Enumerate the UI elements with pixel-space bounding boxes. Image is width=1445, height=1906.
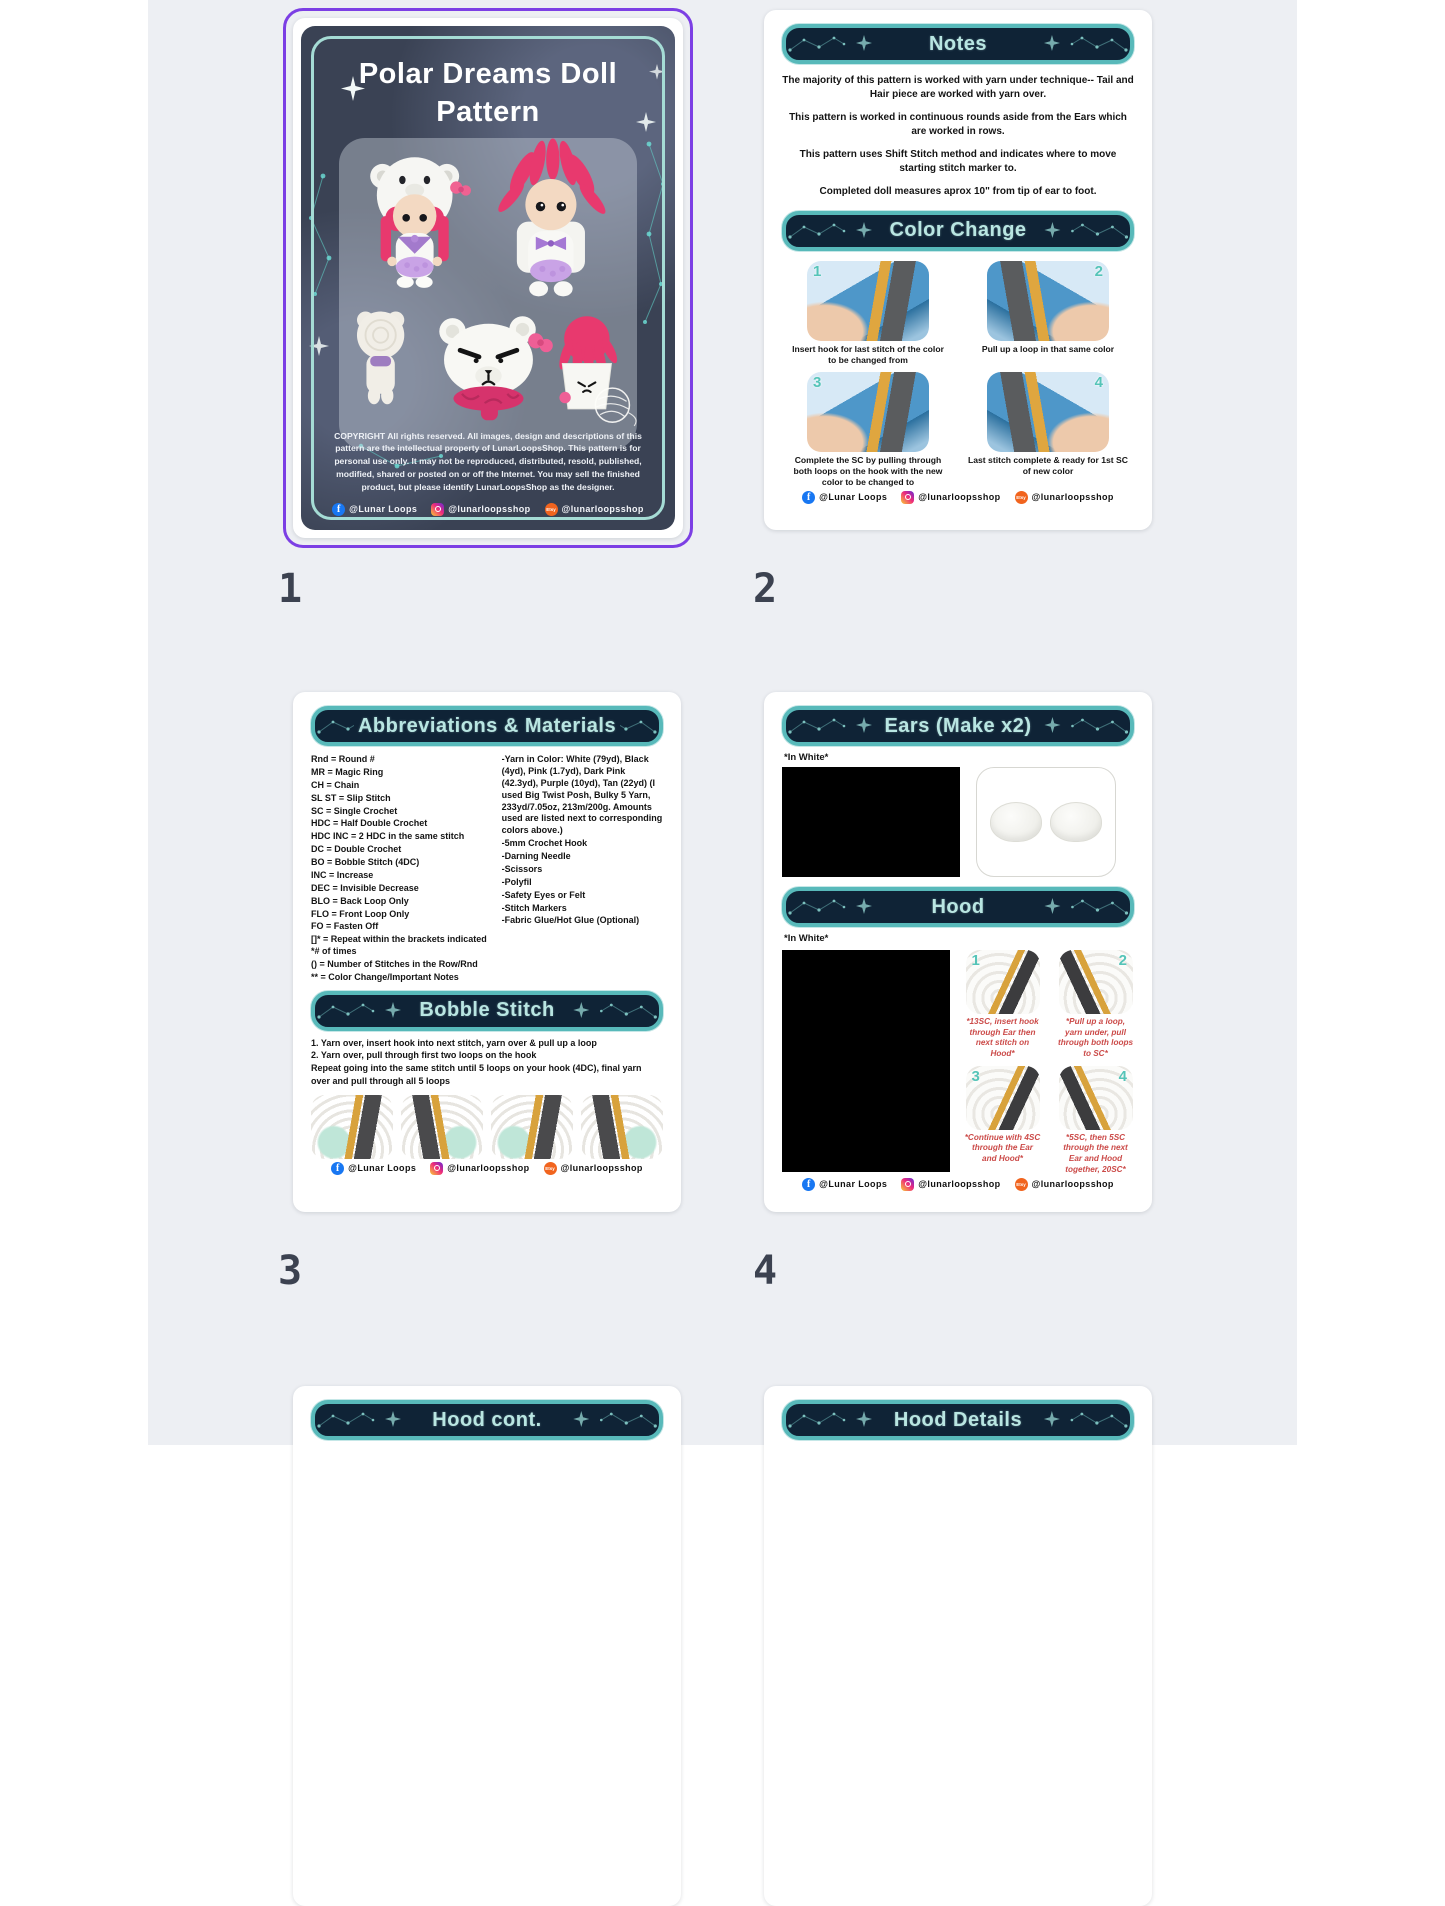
page-3-thumbnail[interactable]: [293, 692, 681, 1212]
ears-section-header: [782, 706, 1134, 746]
step-photo: [987, 261, 1109, 341]
social-footer: [311, 1159, 663, 1177]
constellation-decor: [786, 895, 927, 919]
hood-step: [1057, 950, 1134, 1060]
color-change-step: [968, 261, 1128, 366]
constellation-decor: [1036, 714, 1130, 738]
page-6-thumbnail[interactable]: [764, 1386, 1152, 1906]
social-footer: [782, 488, 1134, 506]
hood-cont-section-header: [311, 1400, 663, 1440]
step-number: 3: [813, 373, 822, 391]
cover-social-slot: [301, 500, 675, 518]
etsy-icon: Etsy: [545, 503, 558, 516]
constellation-decor: [786, 714, 880, 738]
bobble-photo: [311, 1095, 393, 1159]
facebook-handle-text: @Lunar Loops: [348, 1163, 417, 1174]
page-number-4: 4: [753, 1248, 778, 1294]
in-white-label: *In White*: [784, 752, 829, 763]
step-photo: [807, 372, 929, 452]
note-paragraph: Completed doll measures aprox 10" from tip of ear to foot.: [819, 186, 1097, 197]
step-number: 3: [971, 1067, 980, 1085]
hood-section-header: [782, 887, 1134, 927]
bobble-photo: [581, 1095, 663, 1159]
doll-photo-illustration: [339, 138, 637, 450]
page-4-social-slot: [782, 1175, 1134, 1193]
note-paragraph: This pattern uses Shift Stitch method and indicates where to move starting stitch marker to.: [799, 149, 1117, 174]
abbreviations-section-header: [311, 706, 663, 746]
color-change-step: [788, 261, 948, 366]
bobble-stitch-photos: [311, 1095, 663, 1159]
color-change-step: [788, 372, 948, 489]
page-number-1: 1: [278, 566, 303, 612]
ears-header-text: Ears (Make x2): [884, 714, 1032, 737]
instagram-handle: [901, 1178, 1000, 1191]
etsy-handle-text: @lunarloopsshop: [561, 504, 644, 514]
color-change-step: [968, 372, 1128, 489]
step-caption: *Continue with 4SC through the Ear and Hood*: [964, 1132, 1041, 1163]
step-photo: [807, 261, 929, 341]
hood-step: [1057, 1066, 1134, 1176]
instagram-handle-text: @lunarloopsshop: [448, 504, 531, 514]
step-photo: [966, 950, 1040, 1014]
constellation-decor: [315, 1408, 428, 1432]
step-photo: [1059, 950, 1133, 1014]
step-caption: *5SC, then 5SC through the next Ear and Hood together, 20SC*: [1063, 1132, 1128, 1174]
instagram-handle-text: @lunarloopsshop: [447, 1163, 530, 1174]
step-number: 1: [813, 262, 822, 280]
ears-photo: [976, 767, 1116, 877]
constellation-decor: [786, 219, 885, 243]
constellation-decor: [989, 895, 1130, 919]
facebook-handle: [332, 503, 417, 516]
page-5-thumbnail[interactable]: [293, 1386, 681, 1906]
instagram-icon: [901, 491, 914, 504]
step-caption: *13SC, insert hook through Ear then next stitch on Hood*: [966, 1017, 1039, 1058]
social-footer: [782, 1175, 1134, 1193]
step-number: 1: [971, 952, 980, 969]
step-number: 4: [1094, 373, 1103, 391]
facebook-handle-text: @Lunar Loops: [819, 1179, 888, 1190]
facebook-icon: f: [802, 1178, 815, 1191]
step-caption: Pull up a loop in that same color: [981, 343, 1115, 354]
constellation-decor: [559, 999, 659, 1023]
facebook-handle-text: @Lunar Loops: [819, 492, 888, 503]
instagram-handle: [901, 491, 1000, 504]
constellation-decor: [315, 999, 415, 1023]
etsy-handle: [545, 503, 644, 516]
hood-details-section-header: [782, 1400, 1134, 1440]
etsy-handle-text: @lunarloopsshop: [1031, 1179, 1114, 1190]
instagram-icon: [901, 1178, 914, 1191]
abbreviations-header-text: Abbreviations & Materials: [357, 714, 617, 737]
redacted-pattern-text: [782, 767, 960, 877]
color-change-header-text: Color Change: [889, 219, 1027, 241]
page-number-3: 3: [278, 1248, 303, 1294]
redacted-pattern-text: [782, 950, 950, 1172]
etsy-handle-text: @lunarloopsshop: [560, 1163, 643, 1174]
step-caption: Last stitch complete & ready for 1st SC of new color: [968, 454, 1128, 477]
etsy-handle: [1015, 1178, 1114, 1191]
social-footer: [332, 500, 644, 518]
materials-list: -Yarn in Color: White (79yd), Black (4yd), Pink (1.7yd), Dark Pink (42.3yd), Purple (10yd), Tan (22yd) (I used Big Twist Posh, Bulky 5 Yarn, 233yd/7.05oz, 213m/200g. Amounts used are listed next to corresponding colors above.) -5mm Crochet Hook -Darning Needle -Scissors -Polyfil -Safety Eyes or Felt -Stitch Markers -Fabric Glue/Hot Glue (Optional): [501, 754, 663, 926]
hood-details-header-text: Hood Details: [893, 1408, 1023, 1431]
instagram-icon: [430, 1162, 443, 1175]
constellation-decor: [991, 32, 1130, 56]
cover-title: [301, 56, 675, 131]
step-number: 2: [1094, 262, 1103, 280]
etsy-icon: Etsy: [544, 1162, 557, 1175]
facebook-handle: [331, 1162, 416, 1175]
copyright-text: COPYRIGHT All rights reserved. All images, design and descriptions of this pattern are the intellectual property of LunarLoopsShop. This pattern is for personal use only. It may not be reproduced, distributed, resold, published, modified, shared or posted on or off the Internet. You may sell the finished product, but please identify LunarLoopsShop as the designer.: [334, 430, 642, 493]
step-photo: [966, 1066, 1040, 1130]
note-paragraph: The majority of this pattern is worked with yarn under technique-- Tail and Hair piece are worked with yarn over.: [782, 75, 1134, 100]
etsy-icon: Etsy: [1015, 491, 1028, 504]
etsy-icon: Etsy: [1015, 1178, 1028, 1191]
abbreviations-list: Rnd = Round # MR = Magic Ring CH = Chain SL ST = Slip Stitch SC = Single Crochet HDC = Half Double Crochet HDC INC = 2 HDC in the same stitch DC = Double Crochet BO = Bobble Stitch (4DC) INC = Increase DEC = Invisible Decrease BLO = Back Loop Only FLO = Front Loop Only FO = Fasten Off []* = Repeat within the brackets indicated *# of times () = Number of Stitches in the Row/Rnd ** = Color Change/Important Notes: [311, 754, 487, 982]
constellation-decor: [315, 714, 354, 738]
page-1-thumbnail[interactable]: [293, 18, 683, 538]
step-photo: [987, 372, 1109, 452]
step-caption: Insert hook for last stitch of the color to be changed from: [792, 343, 944, 365]
instagram-handle: [430, 1162, 529, 1175]
hood-header-text: Hood: [931, 895, 985, 918]
instagram-icon: [431, 503, 444, 516]
in-white-label: *In White*: [784, 933, 829, 944]
page-number-2: 2: [753, 566, 778, 612]
etsy-handle-text: @lunarloopsshop: [1031, 492, 1114, 503]
crochet-ear: [1050, 802, 1102, 842]
cover-art: [301, 26, 675, 530]
instagram-handle-text: @lunarloopsshop: [918, 492, 1001, 503]
page-1-selection-ring: [283, 8, 693, 548]
bobble-photo: [491, 1095, 573, 1159]
bobble-stitch-header-text: Bobble Stitch: [419, 999, 555, 1022]
step-caption: Complete the SC by pulling through both loops on the hook with the new color to be changed to: [793, 454, 943, 488]
note-paragraph: This pattern is worked in continuous rounds aside from the Ears which are worked in rows.: [789, 112, 1127, 137]
constellation-decor: [786, 1408, 890, 1432]
cover-title-line2: Pattern: [436, 95, 540, 128]
facebook-icon: f: [331, 1162, 344, 1175]
page-2-social-slot: [782, 488, 1134, 506]
page-2-thumbnail[interactable]: [764, 10, 1152, 530]
color-change-section-header: [782, 211, 1134, 251]
notes-section-header: [782, 24, 1134, 64]
facebook-icon: f: [332, 503, 345, 516]
notes-header-text: Notes: [928, 32, 988, 55]
facebook-handle: [802, 1178, 887, 1191]
instagram-handle: [431, 503, 530, 516]
constellation-decor: [620, 714, 659, 738]
hood-step: [964, 950, 1041, 1060]
constellation-decor: [1026, 1408, 1130, 1432]
doll-photo-panel: [339, 138, 637, 450]
facebook-icon: f: [802, 491, 815, 504]
constellation-decor: [1031, 219, 1130, 243]
hood-step: [964, 1066, 1041, 1176]
crochet-ear: [990, 802, 1042, 842]
page-3-social-slot: [311, 1159, 663, 1177]
step-number: 2: [1118, 952, 1127, 969]
facebook-handle: [802, 491, 887, 504]
step-number: 4: [1118, 1067, 1127, 1085]
facebook-handle-text: @Lunar Loops: [349, 504, 418, 514]
step-photo: [1059, 1066, 1133, 1130]
page-4-thumbnail[interactable]: [764, 692, 1152, 1212]
constellation-decor: [786, 32, 925, 56]
etsy-handle: [1015, 491, 1114, 504]
step-caption: *Pull up a loop, yarn under, pull through both loops to SC*: [1057, 1017, 1134, 1058]
cover-title-line1: Polar Dreams Doll: [358, 58, 618, 90]
etsy-handle: [544, 1162, 643, 1175]
bobble-stitch-section-header: [311, 991, 663, 1031]
bobble-stitch-instructions: 1. Yarn over, insert hook into next stitch, yarn over & pull up a loop 2. Yarn over, pull through first two loops on the hook Repeat going into the same stitch until 5 loops on your hook (4DC), final yarn over and pull through all 5 loops: [311, 1037, 642, 1086]
bobble-photo: [401, 1095, 483, 1159]
hood-cont-header-text: Hood cont.: [432, 1408, 542, 1431]
constellation-decor: [546, 1408, 659, 1432]
instagram-handle-text: @lunarloopsshop: [918, 1179, 1001, 1190]
